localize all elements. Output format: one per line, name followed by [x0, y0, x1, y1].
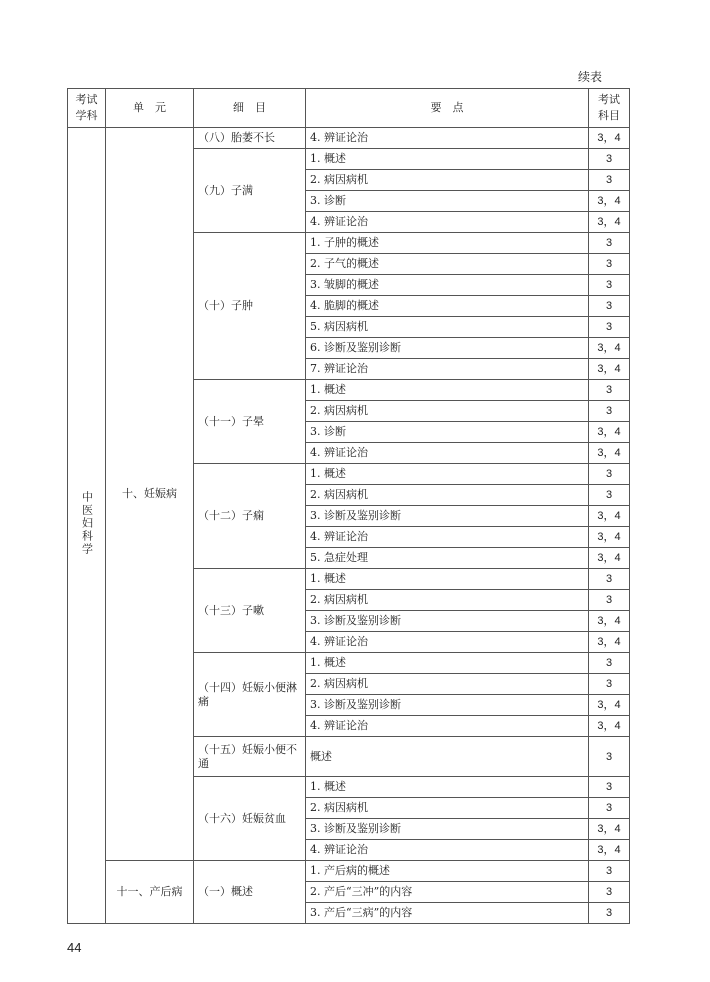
point-cell: 4. 辨证论治	[306, 716, 589, 737]
topic-cell: （一）概述	[194, 861, 306, 924]
subject-cell	[68, 128, 106, 924]
header-points: 要 点	[306, 89, 589, 128]
level-cell: 3	[589, 903, 630, 924]
level-cell: 3，4	[589, 716, 630, 737]
level-cell: 3，4	[589, 611, 630, 632]
level-cell: 3	[589, 882, 630, 903]
level-cell: 3，4	[589, 191, 630, 212]
level-cell: 3	[589, 737, 630, 777]
point-cell: 概述	[306, 737, 589, 777]
level-cell: 3，4	[589, 128, 630, 149]
unit-cell: 十、妊娠病	[106, 128, 194, 861]
point-cell: 5. 急症处理	[306, 548, 589, 569]
point-cell: 3. 诊断	[306, 422, 589, 443]
point-cell: 1. 概述	[306, 149, 589, 170]
point-cell: 2. 产后“三冲”的内容	[306, 882, 589, 903]
topic-cell: （九）子满	[194, 149, 306, 233]
table-body	[68, 128, 630, 924]
table-row	[68, 861, 630, 882]
header-level-text: 考试 科目	[598, 93, 620, 122]
topic-cell: （十三）子嗽	[194, 569, 306, 653]
level-cell: 3，4	[589, 506, 630, 527]
point-cell: 3. 诊断及鉴别诊断	[306, 695, 589, 716]
point-cell: 2. 病因病机	[306, 674, 589, 695]
level-cell: 3	[589, 653, 630, 674]
point-cell: 4. 辨证论治	[306, 632, 589, 653]
level-cell: 3，4	[589, 819, 630, 840]
point-cell: 2. 病因病机	[306, 590, 589, 611]
level-cell: 3	[589, 861, 630, 882]
level-cell: 3	[589, 777, 630, 798]
point-cell: 1. 子肿的概述	[306, 233, 589, 254]
point-cell: 6. 诊断及鉴别诊断	[306, 338, 589, 359]
level-cell: 3，4	[589, 840, 630, 861]
level-cell: 3	[589, 590, 630, 611]
point-cell: 2. 子气的概述	[306, 254, 589, 275]
subject-text: 中医妇科学	[80, 491, 94, 556]
level-cell: 3，4	[589, 338, 630, 359]
topic-cell: （十四）妊娠小便淋痛	[194, 653, 306, 737]
level-cell: 3，4	[589, 695, 630, 716]
level-cell: 3	[589, 254, 630, 275]
level-cell: 3，4	[589, 443, 630, 464]
level-cell: 3	[589, 170, 630, 191]
header-subject-text: 考试 学科	[75, 93, 98, 122]
point-cell: 3. 产后“三病”的内容	[306, 903, 589, 924]
point-cell: 1. 产后病的概述	[306, 861, 589, 882]
level-cell: 3	[589, 296, 630, 317]
point-cell: 4. 脆脚的概述	[306, 296, 589, 317]
point-cell: 4. 辨证论治	[306, 840, 589, 861]
level-cell: 3，4	[589, 527, 630, 548]
point-cell: 7. 辨证论治	[306, 359, 589, 380]
point-cell: 3. 皱脚的概述	[306, 275, 589, 296]
level-cell: 3，4	[589, 359, 630, 380]
level-cell: 3	[589, 380, 630, 401]
point-cell: 1. 概述	[306, 569, 589, 590]
point-cell: 4. 辨证论治	[306, 443, 589, 464]
point-cell: 3. 诊断及鉴别诊断	[306, 611, 589, 632]
table-row	[68, 128, 630, 149]
unit-cell: 十一、产后病	[106, 861, 194, 924]
point-cell: 3. 诊断	[306, 191, 589, 212]
level-cell: 3	[589, 464, 630, 485]
point-cell: 2. 病因病机	[306, 798, 589, 819]
level-cell: 3，4	[589, 422, 630, 443]
point-cell: 1. 概述	[306, 653, 589, 674]
point-cell: 1. 概述	[306, 464, 589, 485]
level-cell: 3	[589, 233, 630, 254]
header-item: 细 目	[194, 89, 306, 128]
level-cell: 3，4	[589, 632, 630, 653]
topic-cell: （十一）子晕	[194, 380, 306, 464]
point-cell: 3. 诊断及鉴别诊断	[306, 819, 589, 840]
level-cell: 3	[589, 149, 630, 170]
point-cell: 3. 诊断及鉴别诊断	[306, 506, 589, 527]
header-level	[589, 89, 630, 128]
level-cell: 3	[589, 674, 630, 695]
level-cell: 3	[589, 485, 630, 506]
topic-cell: （八）胎萎不长	[194, 128, 306, 149]
point-cell: 5. 病因病机	[306, 317, 589, 338]
point-cell: 1. 概述	[306, 380, 589, 401]
topic-cell: （十五）妊娠小便不通	[194, 737, 306, 777]
level-cell: 3	[589, 401, 630, 422]
topic-cell: （十）子肿	[194, 233, 306, 380]
table-header-row	[68, 89, 630, 128]
point-cell: 4. 辨证论治	[306, 212, 589, 233]
point-cell: 2. 病因病机	[306, 485, 589, 506]
level-cell: 3	[589, 569, 630, 590]
point-cell: 2. 病因病机	[306, 401, 589, 422]
header-subject	[68, 89, 106, 128]
header-unit: 单 元	[106, 89, 194, 128]
continued-label: 续表	[578, 70, 603, 84]
level-cell: 3，4	[589, 212, 630, 233]
level-cell: 3	[589, 317, 630, 338]
point-cell: 1. 概述	[306, 777, 589, 798]
point-cell: 4. 辨证论治	[306, 128, 589, 149]
point-cell: 2. 病因病机	[306, 170, 589, 191]
topic-cell: （十二）子痫	[194, 464, 306, 569]
point-cell: 4. 辨证论治	[306, 527, 589, 548]
syllabus-table	[67, 88, 630, 924]
level-cell: 3，4	[589, 548, 630, 569]
topic-cell: （十六）妊娠贫血	[194, 777, 306, 861]
page-number: 44	[67, 940, 82, 955]
level-cell: 3	[589, 275, 630, 296]
level-cell: 3	[589, 798, 630, 819]
